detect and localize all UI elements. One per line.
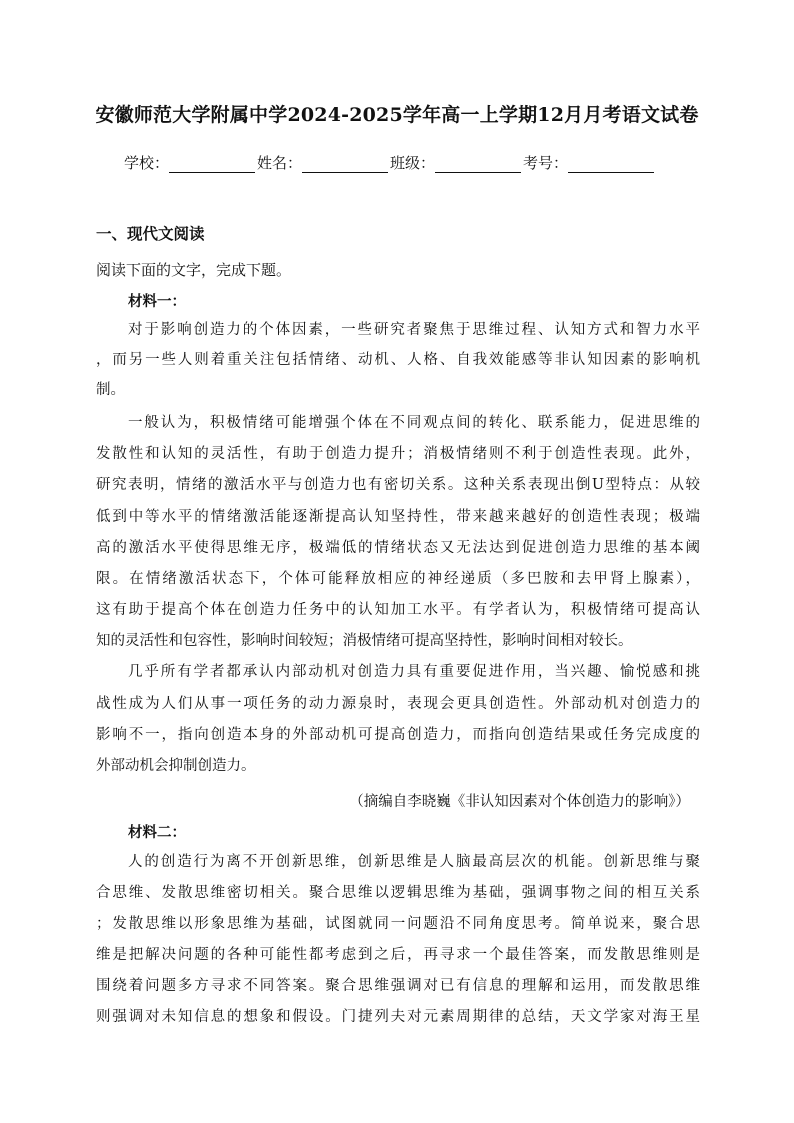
name-label: 姓名： — [257, 154, 303, 172]
material-one-line: 对于影响创造力的个体因素，一些研究者聚焦于思维过程、认知方式和智力水平 — [128, 322, 700, 338]
material-one-line: 外部动机会抑制创造力。 — [96, 758, 256, 774]
name-blank[interactable] — [302, 156, 388, 173]
material-one-line: ，而另一些人则着重关注包括情绪、动机、人格、自我效能感等非认知因素的影响机 — [96, 352, 700, 368]
material-two-line: 维是把解决问题的各种可能性都考虑到之后，再寻求一个最佳答案，而发散思维则是 — [96, 947, 700, 963]
student-info-row — [124, 152, 684, 173]
material-one-line: 这有助于提高个体在创造力任务中的认知加工水平。有学者认为，积极情绪可提高认 — [96, 602, 700, 618]
exam-number-field — [523, 152, 656, 173]
material-two-line: 则强调对未知信息的想象和假设。门捷列夫对元素周期律的总结，天文学家对海王星 — [96, 1009, 700, 1025]
material-two-label: 材料二： — [128, 824, 186, 841]
exam-title: 安徽师范大学附属中学2024-2025学年高一上学期12月月考语文试卷 — [95, 104, 699, 126]
reading-instruction: 阅读下面的文字，完成下题。 — [96, 261, 292, 279]
school-label: 学校： — [124, 154, 170, 172]
material-one-line: 一般认为，积极情绪可能增强个体在不同观点间的转化、联系能力，促进思维的 — [128, 415, 700, 431]
material-two-line: 围绕着问题多方寻求不同答案。聚合思维强调对已有信息的理解和运用，而发散思维 — [96, 978, 700, 994]
material-one-line: 知的灵活性和包容性，影响时间较短；消极情绪可提高坚持性，影响时间相对较长。 — [96, 633, 633, 649]
material-two-line: 合思维、发散思维密切相关。聚合思维以逻辑思维为基础，强调事物之间的相互关系 — [96, 885, 700, 901]
class-label: 班级： — [390, 154, 436, 172]
exam-number-label: 考号： — [523, 154, 569, 172]
material-one-line: 低到中等水平的情绪激活能逐渐提高认知坚持性，带来越来越好的创造性表现；极端 — [96, 509, 700, 525]
class-blank[interactable] — [435, 156, 521, 173]
material-two-line: ；发散思维以形象思维为基础，试图就同一问题沿不同角度思考。简单说来，聚合思 — [96, 916, 700, 932]
class-field — [390, 152, 523, 173]
material-one-line: 研究表明，情绪的激活水平与创造力也有密切关系。这种关系表现出倒U型特点：从较 — [96, 477, 700, 493]
material-one-line: 制。 — [96, 382, 125, 398]
school-blank[interactable] — [169, 156, 255, 173]
material-one-line: 发散性和认知的灵活性，有助于创造力提升；消极情绪则不利于创造性表现。此外， — [96, 446, 700, 462]
school-field — [124, 152, 257, 173]
material-one-source: （摘编自李晓巍《非认知因素对个体创造力的影响》） — [349, 794, 690, 810]
name-field — [257, 152, 390, 173]
material-one-line: 影响不一，指向创造本身的外部动机可提高创造力，而指向创造结果或任务完成度的 — [96, 727, 700, 743]
material-two-line: 人的创造行为离不开创新思维，创新思维是人脑最高层次的机能。创新思维与聚 — [128, 854, 700, 870]
material-one-line: 限。在情绪激活状态下，个体可能释放相应的神经递质（多巴胺和去甲肾上腺素）， — [96, 571, 700, 587]
material-one-label: 材料一： — [128, 293, 186, 310]
material-one-line: 高的激活水平使得思维无序，极端低的情绪状态又无法达到促进创造力思维的基本阈 — [96, 540, 700, 556]
material-one-line: 战性成为人们从事一项任务的动力源泉时，表现会更具创造性。外部动机对创造力的 — [96, 696, 700, 712]
exam-number-blank[interactable] — [568, 156, 654, 173]
section-heading: 一、现代文阅读 — [96, 225, 205, 243]
material-one-line: 几乎所有学者都承认内部动机对创造力具有重要促进作用，当兴趣、愉悦感和挑 — [128, 664, 700, 680]
